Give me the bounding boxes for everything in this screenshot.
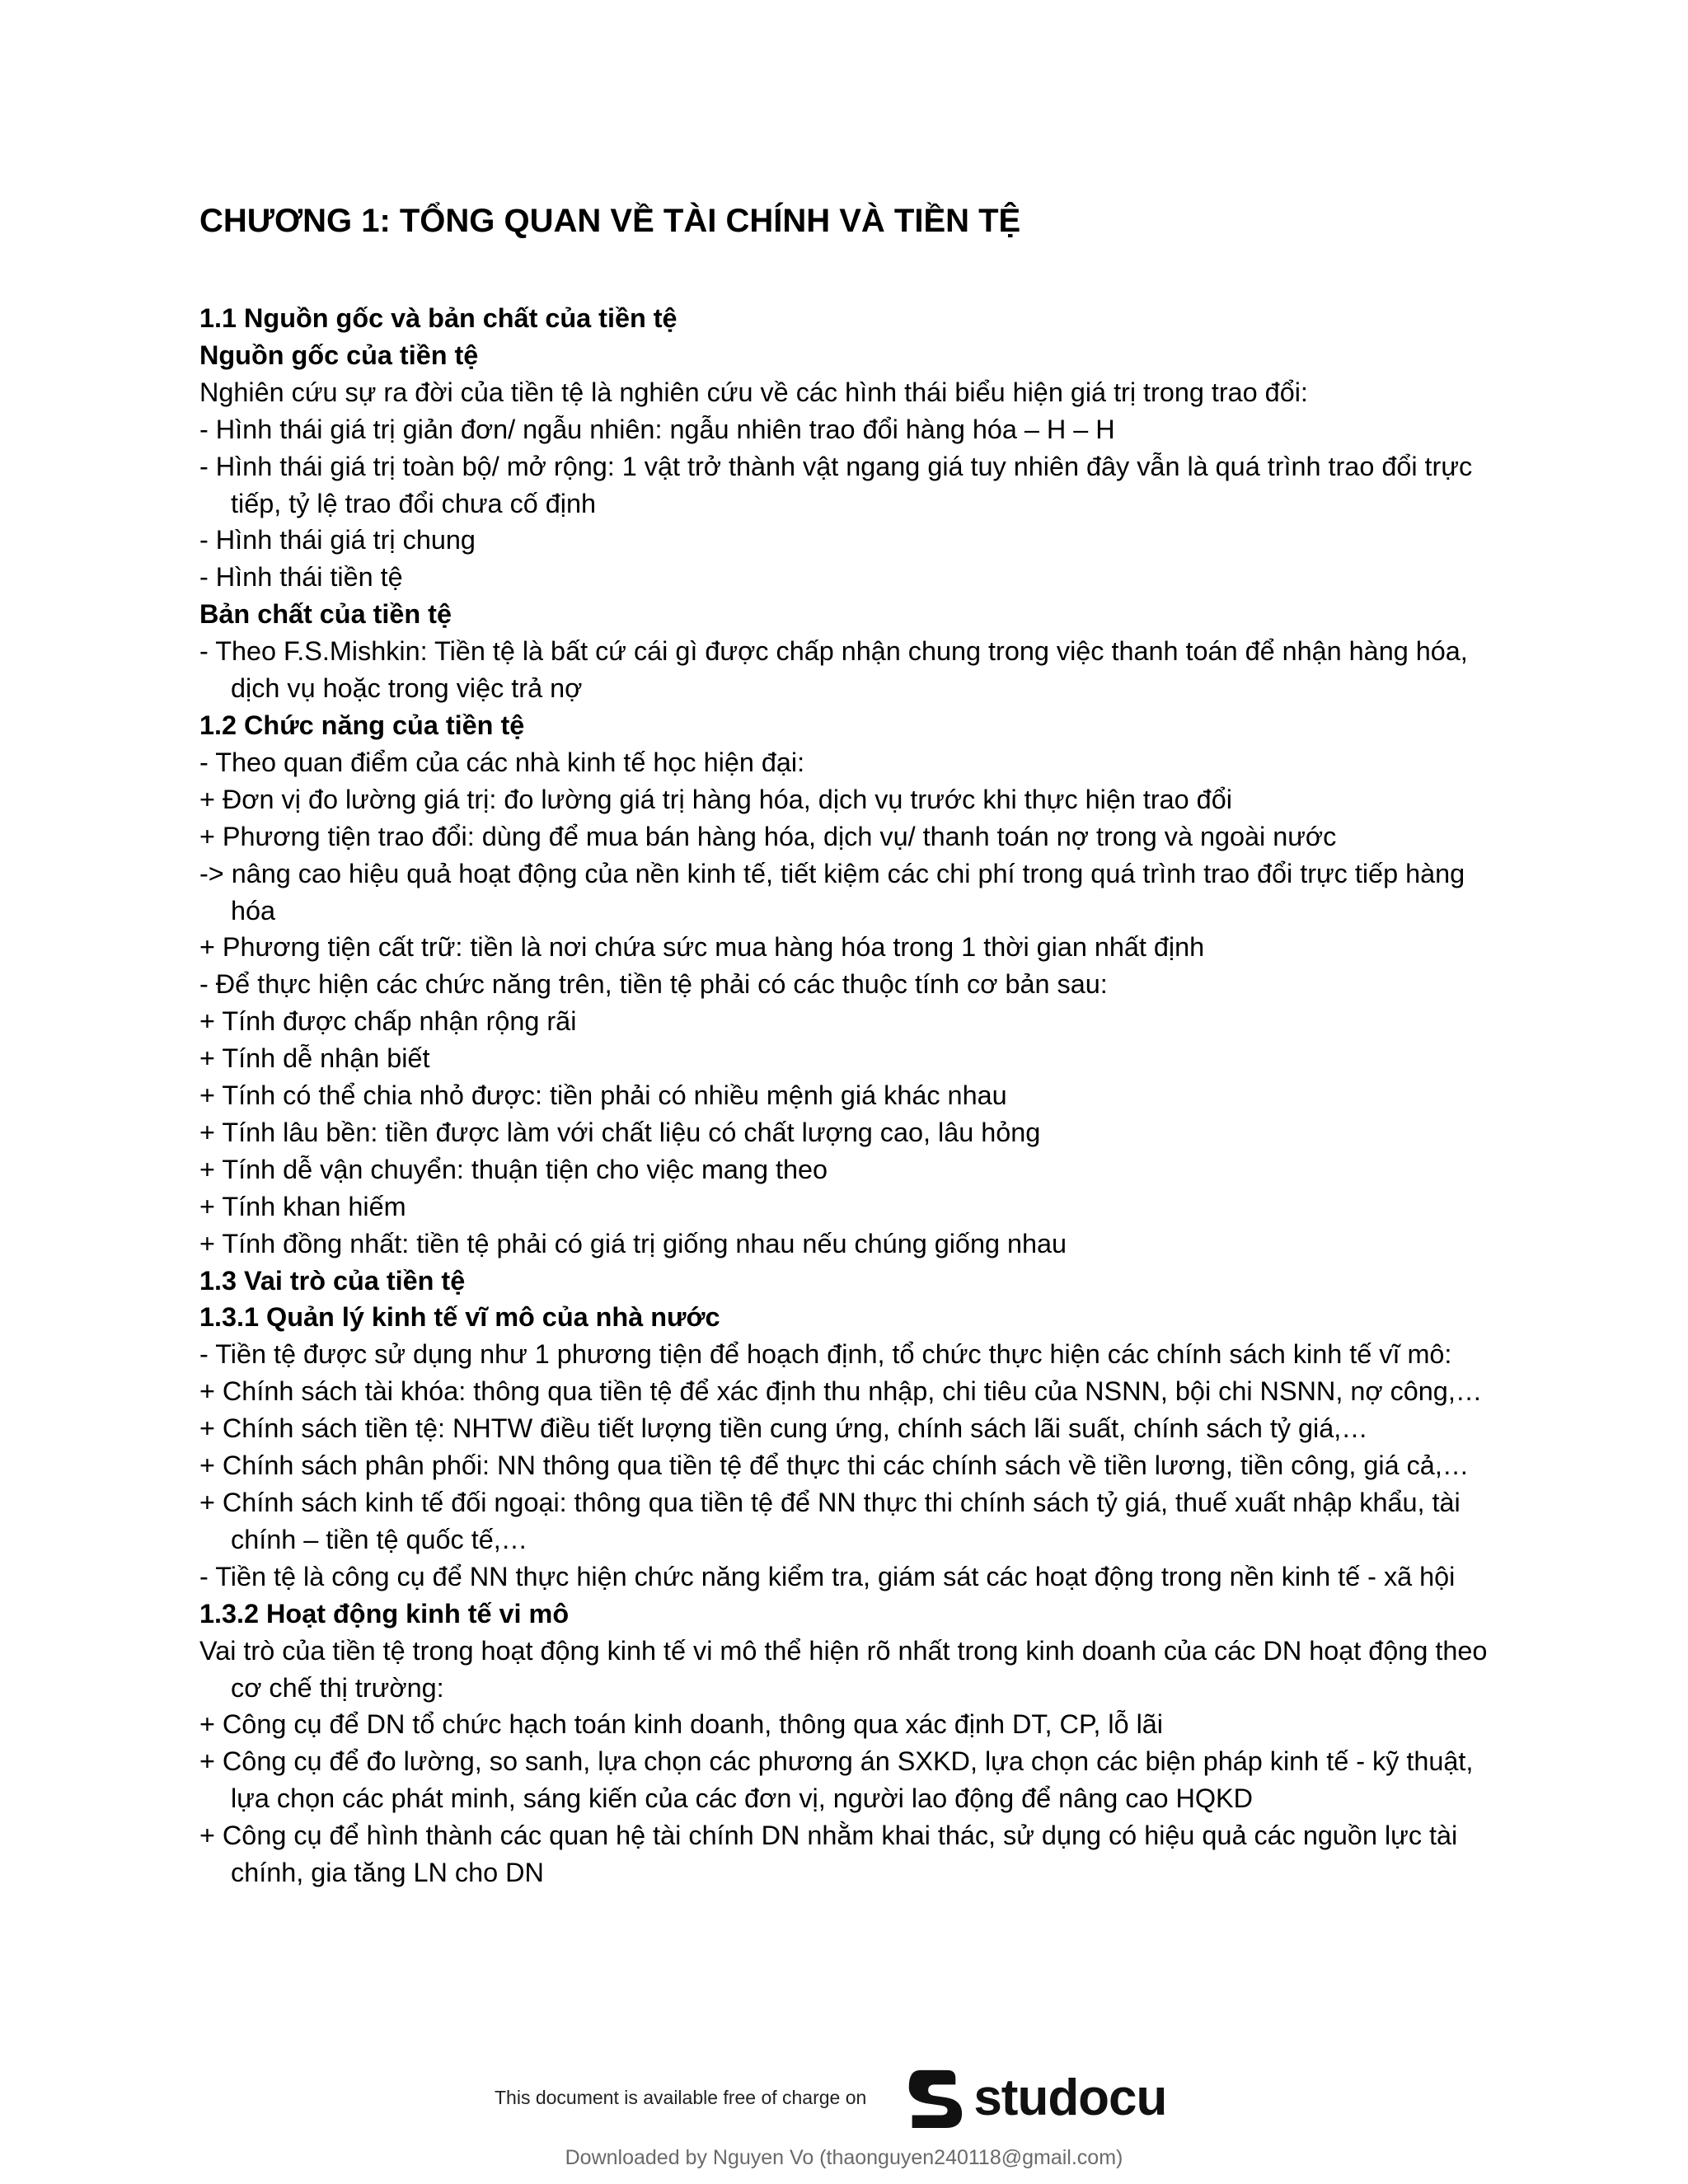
section-heading: 1.3 Vai trò của tiền tệ — [199, 1265, 466, 1296]
text-line: + Chính sách tài khóa: thông qua tiền tệ để xác định thu nhập, chi tiêu của NSNN, bội chi NSNN, nợ công,… — [199, 1376, 1483, 1407]
studocu-logo-wordmark: studocu — [973, 2069, 1167, 2126]
page-footer — [0, 2060, 1688, 2184]
studocu-logo-icon — [901, 2064, 965, 2130]
chapter-title: CHƯƠNG 1: TỔNG QUAN VỀ TÀI CHÍNH VÀ TIỀN TỆ — [199, 203, 1021, 239]
section-heading: Bản chất của tiền tệ — [199, 599, 452, 630]
text-line: - Hình thái giá trị chung — [199, 525, 476, 555]
text-line: - Theo F.S.Mishkin: Tiền tệ là bất cứ cái gì được chấp nhận chung trong việc thanh toán để nhận hàng hóa, dịch vụ hoặc trong việc trả nợ — [199, 636, 1468, 704]
text-line: + Tính đồng nhất: tiền tệ phải có giá trị giống nhau nếu chúng giống nhau — [199, 1228, 1067, 1258]
section-heading: 1.3.1 Quản lý kinh tế vĩ mô của nhà nước — [199, 1302, 720, 1333]
document-body — [199, 196, 1502, 1891]
availability-note: This document is available free of charge on — [495, 2086, 867, 2108]
text-line: + Tính dễ vận chuyển: thuận tiện cho việc mang theo — [199, 1154, 828, 1184]
text-line: + Tính khan hiếm — [199, 1191, 406, 1221]
text-line: + Công cụ để DN tổ chức hạch toán kinh doanh, thông qua xác định DT, CP, lỗ lãi — [199, 1709, 1163, 1740]
text-line: + Công cụ để hình thành các quan hệ tài chính DN nhằm khai thác, sử dụng có hiệu quả các nguồn lực tài chính, gia tăng LN cho DN — [199, 1821, 1458, 1888]
text-line: + Chính sách tiền tệ: NHTW điều tiết lượng tiền cung ứng, chính sách lãi suất, chính sách tỷ giá,… — [199, 1413, 1368, 1444]
text-line: - Theo quan điểm của các nhà kinh tế học hiện đại: — [199, 747, 805, 777]
text-line: - Hình thái tiền tệ — [199, 562, 403, 593]
text-line: - Hình thái giá trị giản đơn/ ngẫu nhiên: ngẫu nhiên trao đổi hàng hóa – H – H — [199, 414, 1115, 444]
text-line: + Phương tiện trao đổi: dùng để mua bán hàng hóa, dịch vụ/ thanh toán nợ trong và ngoài nước — [199, 821, 1337, 851]
section-heading: 1.2 Chức năng của tiền tệ — [199, 710, 525, 740]
studocu-banner[interactable] — [495, 2060, 1166, 2135]
download-info: Downloaded by Nguyen Vo (thaonguyen240118@gmail.com) — [565, 2146, 1123, 2169]
text-line: Vai trò của tiền tệ trong hoạt động kinh tế vi mô thể hiện rõ nhất trong kinh doanh của các DN hoạt động theo cơ chế thị trường: — [199, 1635, 1488, 1703]
text-line: - Để thực hiện các chức năng trên, tiền tệ phải có các thuộc tính cơ bản sau: — [199, 969, 1108, 1000]
text-line: + Tính được chấp nhận rộng rãi — [199, 1006, 577, 1037]
text-line: + Phương tiện cất trữ: tiền là nơi chứa sức mua hàng hóa trong 1 thời gian nhất định — [199, 932, 1205, 963]
text-line: - Hình thái giá trị toàn bộ/ mở rộng: 1 vật trở thành vật ngang giá tuy nhiên đây vẫn là quá trình trao đổi trực tiếp, tỷ lệ trao đổi chưa cố định — [199, 451, 1473, 518]
text-line: + Tính dễ nhận biết — [199, 1043, 430, 1074]
text-line: + Chính sách kinh tế đối ngoại: thông qua tiền tệ để NN thực thi chính sách tỷ giá, thuế xuất nhập khẩu, tài chính – tiền tệ quốc tế,… — [199, 1488, 1461, 1554]
text-line: + Tính có thể chia nhỏ được: tiền phải có nhiều mệnh giá khác nhau — [199, 1080, 1007, 1111]
text-line: + Tính lâu bền: tiền được làm với chất liệu có chất lượng cao, lâu hỏng — [199, 1117, 1041, 1147]
text-line: + Chính sách phân phối: NN thông qua tiền tệ để thực thi các chính sách về tiền lương, tiền công, giá cả,… — [199, 1451, 1470, 1481]
text-line: - Tiền tệ được sử dụng như 1 phương tiện để hoạch định, tổ chức thực hiện các chính sách kinh tế vĩ mô: — [199, 1339, 1452, 1370]
section-heading: 1.3.2 Hoạt động kinh tế vi mô — [199, 1598, 570, 1629]
section-heading: Nguồn gốc của tiền tệ — [199, 340, 479, 370]
text-line: - Tiền tệ là công cụ để NN thực hiện chức năng kiểm tra, giám sát các hoạt động trong nền kinh tế - xã hội — [199, 1561, 1456, 1591]
document-lines — [199, 300, 1502, 1891]
text-line: Nghiên cứu sự ra đời của tiền tệ là nghiên cứu về các hình thái biểu hiện giá trị trong trao đổi: — [199, 377, 1308, 407]
text-line: + Công cụ để đo lường, so sanh, lựa chọn các phương án SXKD, lựa chọn các biện pháp kinh tế - kỹ thuật, lựa chọn các phát minh, sáng kiến của các đơn vị, người lao động để nâng cao HQKD — [199, 1746, 1474, 1814]
section-heading: 1.1 Nguồn gốc và bản chất của tiền tệ — [199, 303, 678, 333]
text-line: + Đơn vị đo lường giá trị: đo lường giá trị hàng hóa, dịch vụ trước khi thực hiện trao đổi — [199, 784, 1232, 814]
text-line: -> nâng cao hiệu quả hoạt động của nền kinh tế, tiết kiệm các chi phí trong quá trình trao đổi trực tiếp hàng hóa — [199, 858, 1465, 926]
